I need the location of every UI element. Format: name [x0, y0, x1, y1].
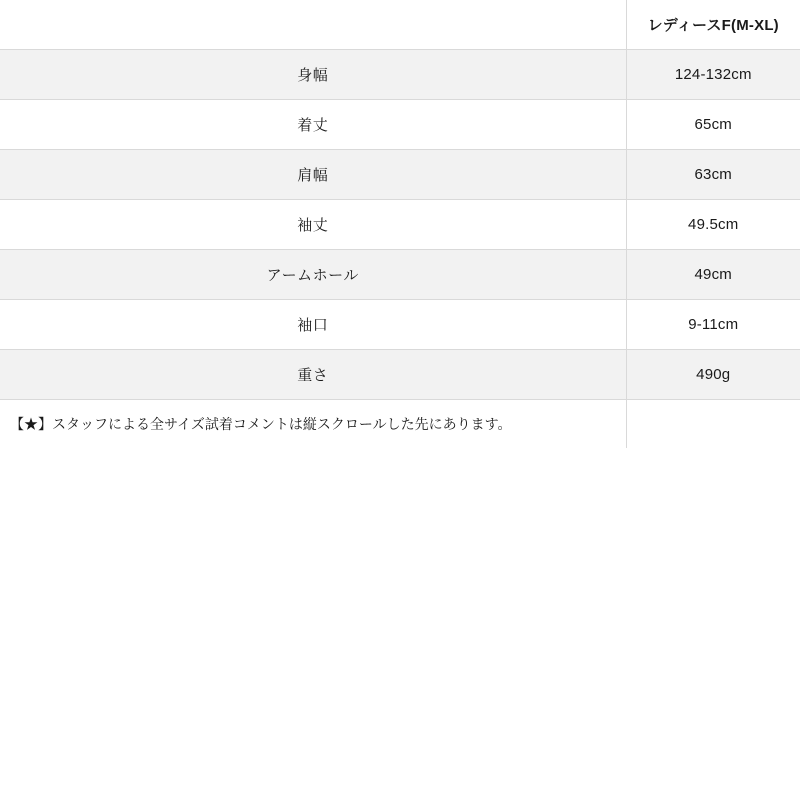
table-row [0, 50, 800, 100]
row-label: 身幅 [0, 50, 626, 100]
fitting-comment-note: 【★】スタッフによる全サイズ試着コメントは縦スクロールした先にあります。 [0, 400, 626, 449]
row-label: アームホール [0, 250, 626, 300]
note-pad [626, 400, 800, 449]
row-label: 袖口 [0, 300, 626, 350]
table-row [0, 350, 800, 400]
row-value: 49cm [626, 250, 800, 300]
table-header-empty [0, 0, 626, 50]
table-note-row [0, 400, 800, 449]
row-value: 9-11cm [626, 300, 800, 350]
table-row [0, 200, 800, 250]
table-row [0, 150, 800, 200]
row-value: 49.5cm [626, 200, 800, 250]
row-value: 124-132cm [626, 50, 800, 100]
bottom-whitespace [0, 448, 800, 808]
table-header-size: レディースF(M-XL) [626, 0, 800, 50]
row-value: 63cm [626, 150, 800, 200]
table-row [0, 100, 800, 150]
table-row [0, 300, 800, 350]
row-value: 65cm [626, 100, 800, 150]
table-row [0, 250, 800, 300]
table-header-row [0, 0, 800, 50]
row-label: 肩幅 [0, 150, 626, 200]
row-value: 490g [626, 350, 800, 400]
row-label: 袖丈 [0, 200, 626, 250]
row-label: 重さ [0, 350, 626, 400]
row-label: 着丈 [0, 100, 626, 150]
